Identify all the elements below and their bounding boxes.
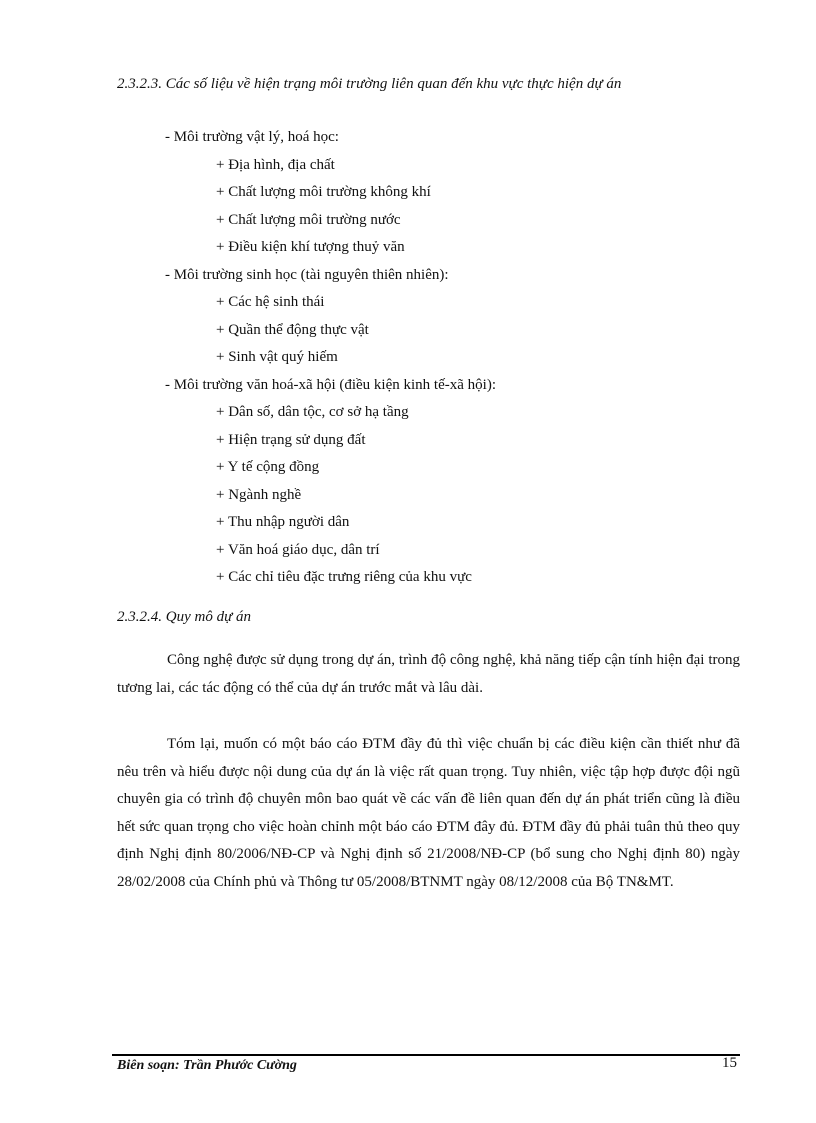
list-item: + Điều kiện khí tượng thuỷ văn <box>216 239 405 255</box>
footer-author: Biên soạn: Trần Phước Cường <box>117 1058 297 1073</box>
list-item: + Các chỉ tiêu đặc trưng riêng của khu vực <box>216 569 472 585</box>
list-item: + Y tế cộng đồng <box>216 459 320 475</box>
list-item: + Hiện trạng sử dụng đất <box>216 431 366 448</box>
group-label-socio-cultural: - Môi trường văn hoá-xã hội (điều kiện kinh tế-xã hội): <box>165 376 496 393</box>
page-number: 15 <box>722 1055 737 1071</box>
list-item: + Thu nhập người dân <box>216 514 350 530</box>
list-item: + Dân số, dân tộc, cơ sở hạ tầng <box>216 404 409 420</box>
group-label-physical-chemical: - Môi trường vật lý, hoá học: <box>165 129 339 145</box>
environment-checklist <box>0 124 816 592</box>
footer-divider <box>112 1054 740 1056</box>
section-heading-2-3-2-3: 2.3.2.3. Các số liệu về hiện trạng môi trường liên quan đến khu vực thực hiện dự án <box>117 76 622 92</box>
list-item: + Sinh vật quý hiếm <box>216 349 338 365</box>
paragraph-technology: Công nghệ được sử dụng trong dự án, trình độ công nghệ, khả năng tiếp cận tính hiện đại trong tương lai, các tác động có thể của dự án trước mắt và lâu dài. <box>117 652 740 696</box>
paragraph-summary: Tóm lại, muốn có một báo cáo ĐTM đầy đủ thì việc chuẩn bị các điều kiện cần thiết như đã nêu trên và hiểu được nội dung của dự án là việc rất quan trọng. Tuy nhiên, việc tập hợp được đội ngũ chuyên gia có trình độ chuyên môn bao quát về các vấn đề liên quan đến dự án phát triển cũng là điều hết sức quan trọng cho việc hoàn chỉnh một báo cáo ĐTM đây đủ. ĐTM đầy đủ phải tuân thủ theo quy định Nghị định 80/2006/NĐ-CP và Nghị định số 21/2008/NĐ-CP (bổ sung cho Nghị định 80) ngày 28/02/2008 của Chính phủ và Thông tư 05/2008/BTNMT ngày 08/12/2008 của Bộ TN&MT. <box>117 736 740 890</box>
list-item: + Văn hoá giáo dục, dân trí <box>216 541 380 558</box>
list-item: + Chất lượng môi trường nước <box>216 211 401 228</box>
list-item: + Chất lượng môi trường không khí <box>216 184 431 200</box>
group-label-biological: - Môi trường sinh học (tài nguyên thiên nhiên): <box>165 266 449 283</box>
list-item: + Quần thể động thực vật <box>216 321 369 338</box>
list-item: + Các hệ sinh thái <box>216 294 325 310</box>
list-item: + Địa hình, địa chất <box>216 156 335 173</box>
section-heading-2-3-2-4: 2.3.2.4. Quy mô dự án <box>117 609 252 625</box>
list-item: + Ngành nghề <box>216 486 302 503</box>
